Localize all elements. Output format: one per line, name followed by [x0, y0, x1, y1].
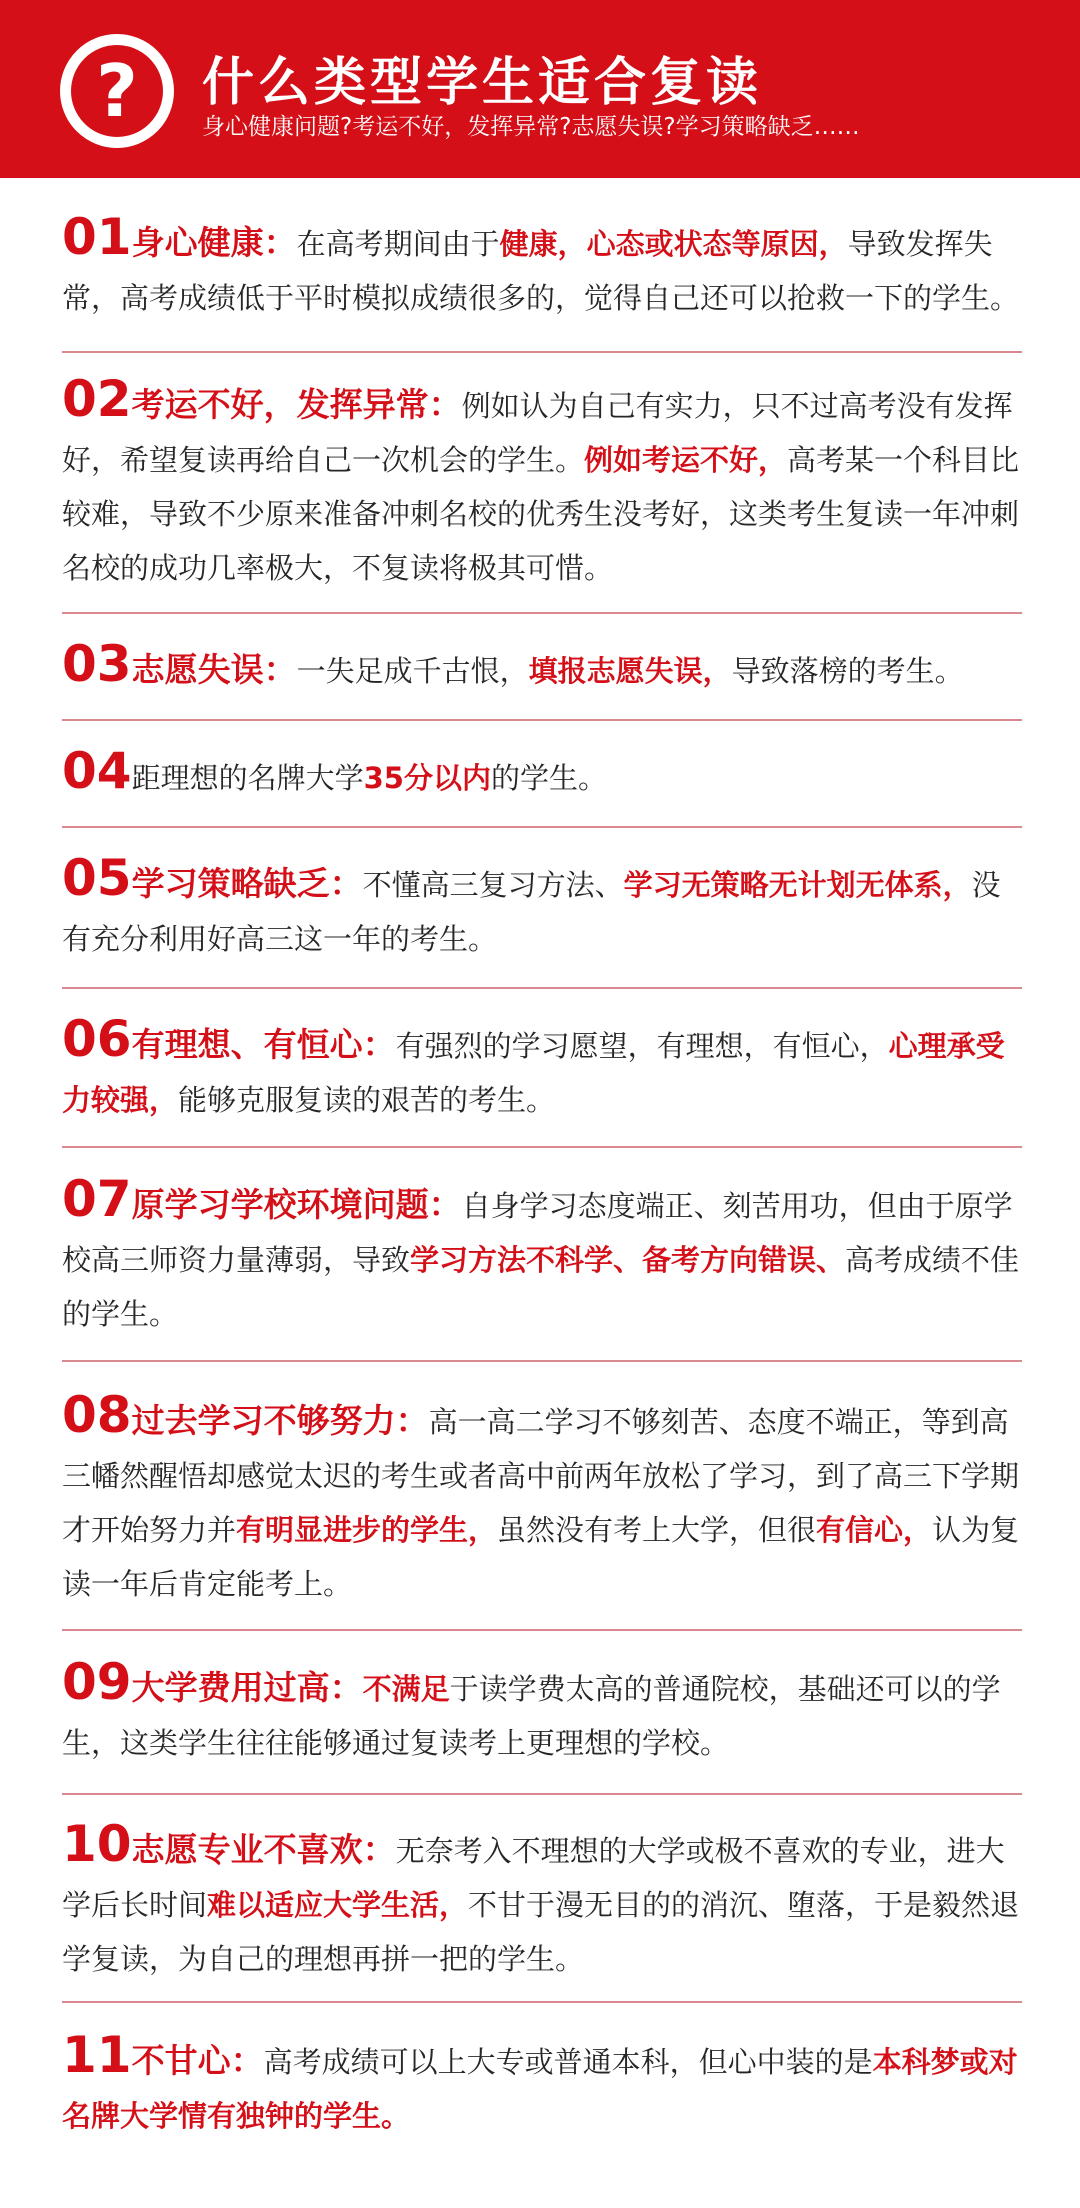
section-heading: 过去学习不够努力： — [131, 1401, 429, 1440]
section-05 — [62, 851, 1022, 966]
body-text: 高考某一个科目比较难，导致不少原来准备冲刺名校的优秀生没考好，这类考生复读一年冲刺名校的成功几率极大，不复读将极其可惜。 — [62, 443, 1020, 585]
body-text: 能够克服复读的艰苦的考生。 — [178, 1083, 556, 1117]
divider — [62, 1629, 1022, 1631]
section-heading: 志愿失误： — [131, 650, 297, 689]
section-heading: 原学习学校环境问题： — [131, 1185, 462, 1224]
highlight-text: 本科梦或对名牌大学情有独钟的学生。 — [62, 2045, 1018, 2133]
section-heading: 学习策略缺乏： — [131, 864, 363, 903]
section-number: 07 — [62, 1170, 132, 1228]
section-11 — [62, 2028, 1022, 2143]
section-number: 02 — [62, 370, 132, 428]
highlight-text: 35分以内 — [363, 761, 491, 795]
divider — [62, 1793, 1022, 1795]
section-heading: 志愿专业不喜欢： — [131, 1830, 396, 1869]
body-text: 导致落榜的考生。 — [731, 654, 964, 688]
section-number: 08 — [62, 1386, 132, 1444]
divider — [62, 719, 1022, 721]
section-07 — [62, 1172, 1022, 1341]
body-text: 高一高二学习不够刻苦、态度不端正，等到高三幡然醒悟却感觉太迟的考生或者高中前两年放松了学习，到了高三下学期才开始努力并 — [62, 1405, 1020, 1547]
highlight-text: 有明显进步的学生， — [236, 1513, 498, 1547]
page-subtitle: 身心健康问题?考运不好，发挥异常?志愿失误?学习策略缺乏…… — [202, 114, 860, 140]
body-text: 在高考期间由于 — [296, 227, 500, 261]
highlight-text: 难以适应大学生活， — [207, 1888, 469, 1922]
section-10 — [62, 1817, 1022, 1986]
section-number: 03 — [62, 635, 132, 693]
body-text: 的学生。 — [490, 761, 607, 795]
section-03 — [62, 637, 1022, 698]
highlight-text: 例如考运不好， — [584, 443, 788, 477]
highlight-text: 心理承受力较强， — [62, 1029, 1005, 1117]
highlight-text: 学习无策略无计划无体系， — [623, 868, 972, 902]
body-text: 一失足成千古恨， — [296, 654, 529, 688]
body-text: 无奈考入不理想的大学或极不喜欢的专业，进大学后长时间 — [62, 1834, 1005, 1922]
divider — [62, 351, 1022, 353]
section-02 — [62, 372, 1022, 595]
body-text: 高考成绩不佳的学生。 — [62, 1243, 1020, 1331]
section-heading: 有理想、有恒心： — [131, 1025, 396, 1064]
section-heading: 大学费用过高： — [131, 1668, 363, 1707]
body-text: 于读学费太高的普通院校，基础还可以的学生，这类学生往往能够通过复读考上更理想的学校。 — [62, 1672, 1001, 1760]
body-text: 例如认为自己有实力，只不过高考没有发挥好，希望复读再给自己一次机会的学生。 — [62, 389, 1013, 477]
section-08 — [62, 1388, 1022, 1611]
body-text: 认为复读一年后肯定能考上。 — [62, 1513, 1020, 1601]
section-number: 01 — [62, 208, 132, 266]
body-text: 导致发挥失常，高考成绩低于平时模拟成绩很多的，觉得自己还可以抢救一下的学生。 — [62, 227, 1020, 315]
section-heading: 考运不好，发挥异常： — [131, 385, 462, 424]
highlight-text: 健康，心态或状态等原因， — [499, 227, 848, 261]
highlight-text: 有信心， — [816, 1513, 933, 1547]
section-number: 04 — [62, 742, 132, 800]
divider — [62, 1146, 1022, 1148]
highlight-text: 不满足 — [362, 1672, 450, 1706]
body-text: 自身学习态度端正、刻苦用功，但由于原学校高三师资力量薄弱，导致 — [62, 1189, 1013, 1277]
body-text: 距理想的名牌大学 — [131, 761, 364, 795]
section-04 — [62, 744, 1022, 805]
section-number: 05 — [62, 849, 132, 907]
body-text: 虽然没有考上大学，但很 — [497, 1513, 817, 1547]
section-01 — [62, 210, 1022, 325]
section-06 — [62, 1012, 1022, 1127]
section-number: 06 — [62, 1010, 132, 1068]
question-circle-icon: ? — [60, 34, 174, 148]
body-text: 不甘于漫无目的的消沉、堕落，于是毅然退学复读，为自己的理想再拼一把的学生。 — [62, 1888, 1020, 1976]
section-heading: 不甘心： — [131, 2041, 264, 2080]
highlight-text: 填报志愿失误， — [528, 654, 732, 688]
divider — [62, 987, 1022, 989]
section-number: 11 — [62, 2026, 132, 2084]
header-banner — [0, 0, 1080, 178]
divider — [62, 612, 1022, 614]
section-number: 10 — [62, 1815, 132, 1873]
body-text: 有强烈的学习愿望，有理想，有恒心， — [395, 1029, 889, 1063]
body-text: 不懂高三复习方法、 — [362, 868, 624, 902]
highlight-text: 学习方法不科学、备考方向错误、 — [410, 1243, 846, 1277]
body-text: 没有充分利用好高三这一年的考生。 — [62, 868, 1001, 956]
body-text: 高考成绩可以上大专或普通本科，但心中装的是 — [263, 2045, 873, 2079]
section-heading: 身心健康： — [131, 223, 297, 262]
section-number: 09 — [62, 1653, 132, 1711]
section-09 — [62, 1655, 1022, 1770]
divider — [62, 1360, 1022, 1362]
page-title: 什么类型学生适合复读 — [202, 53, 763, 113]
divider — [62, 2001, 1022, 2003]
divider — [62, 826, 1022, 828]
